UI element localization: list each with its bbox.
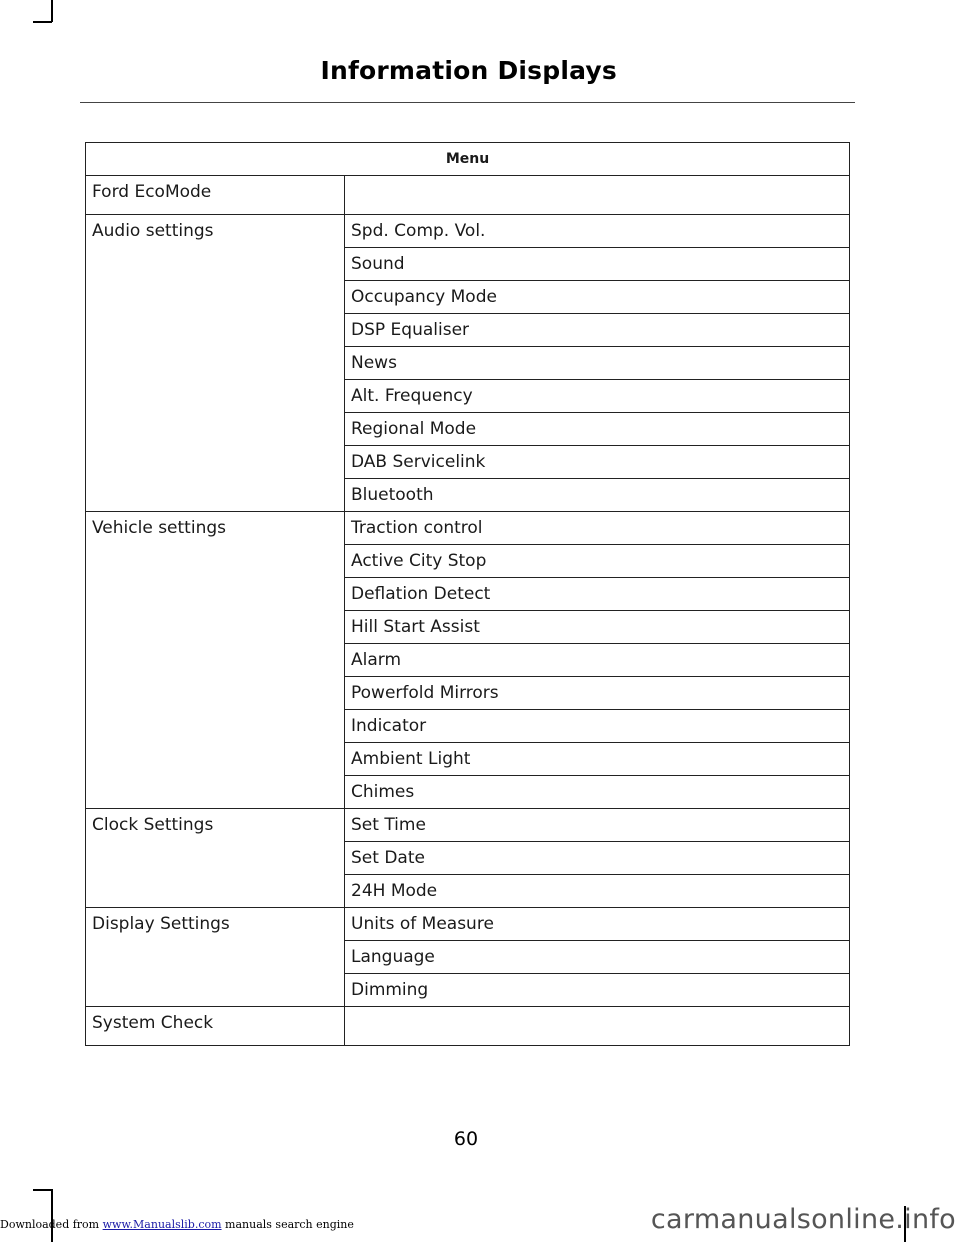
table-row <box>86 215 850 248</box>
menu-item: Alt. Frequency <box>345 380 850 413</box>
menu-item: DAB Servicelink <box>345 446 850 479</box>
menu-item: Ambient Light <box>345 743 850 776</box>
menu-item <box>345 1007 850 1046</box>
crop-mark-bottom-left-horizontal <box>33 1189 52 1191</box>
menu-item: Language <box>345 941 850 974</box>
menu-item: Set Time <box>345 809 850 842</box>
menu-category: Display Settings <box>86 908 345 1007</box>
table-row <box>86 512 850 545</box>
menu-category: System Check <box>86 1007 345 1046</box>
menu-item: Chimes <box>345 776 850 809</box>
footer-link[interactable]: www.Manualslib.com <box>102 1218 222 1231</box>
table-row <box>86 809 850 842</box>
menu-category: Clock Settings <box>86 809 345 908</box>
menu-item: Powerfold Mirrors <box>345 677 850 710</box>
table-row <box>86 908 850 941</box>
watermark: carmanualsonline.info <box>650 1204 956 1235</box>
menu-item: Spd. Comp. Vol. <box>345 215 850 248</box>
menu-item: Units of Measure <box>345 908 850 941</box>
menu-item: Indicator <box>345 710 850 743</box>
page-title: Information Displays <box>320 56 617 85</box>
menu-item: Alarm <box>345 644 850 677</box>
table-body <box>86 176 850 1046</box>
menu-item: Sound <box>345 248 850 281</box>
menu-item: Set Date <box>345 842 850 875</box>
menu-item: Regional Mode <box>345 413 850 446</box>
menu-item: News <box>345 347 850 380</box>
table-heading: Menu <box>86 143 850 176</box>
footer-prefix: Downloaded from <box>0 1218 103 1231</box>
download-footer <box>0 1218 354 1231</box>
menu-table <box>85 142 850 1046</box>
footer-suffix: manuals search engine <box>221 1218 354 1231</box>
crop-mark-bottom-left-vertical <box>51 1189 53 1242</box>
menu-item: Dimming <box>345 974 850 1007</box>
crop-mark-top-left-vertical <box>51 0 53 22</box>
table-row <box>86 1007 850 1046</box>
menu-category: Ford EcoMode <box>86 176 345 215</box>
menu-category: Audio settings <box>86 215 345 512</box>
table-header-row <box>86 143 850 176</box>
menu-item: Deflation Detect <box>345 578 850 611</box>
crop-mark-top-left-horizontal <box>33 21 52 23</box>
menu-item: Bluetooth <box>345 479 850 512</box>
menu-item: Active City Stop <box>345 545 850 578</box>
menu-item: 24H Mode <box>345 875 850 908</box>
menu-item <box>345 176 850 215</box>
menu-item: DSP Equaliser <box>345 314 850 347</box>
page-number: 60 <box>453 1128 479 1150</box>
table-row <box>86 176 850 215</box>
menu-category: Vehicle settings <box>86 512 345 809</box>
menu-item: Traction control <box>345 512 850 545</box>
menu-item: Occupancy Mode <box>345 281 850 314</box>
menu-item: Hill Start Assist <box>345 611 850 644</box>
header-divider <box>80 102 855 103</box>
